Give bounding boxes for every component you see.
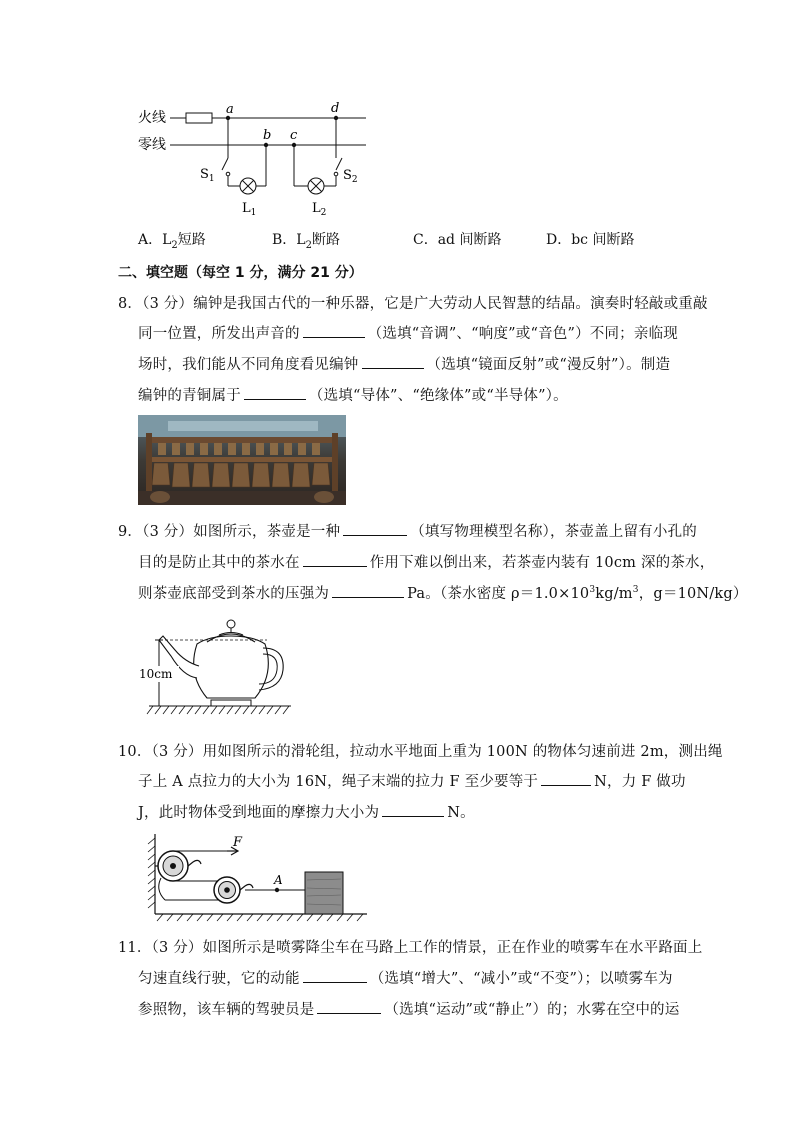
q11-line-1: 11．（3 分）如图所示是喷雾降尘车在马路上工作的情景，正在作业的喷雾车在水平路面上 — [118, 940, 703, 956]
answer-blank — [362, 354, 424, 369]
l1-label: $L_1$ — [242, 201, 257, 218]
q10-line-3: J，此时物体受到地面的摩擦力大小为 N。 — [138, 801, 475, 822]
s2-label: $S_2$ — [343, 168, 358, 185]
answer-blank — [332, 583, 404, 598]
pulley-figure — [145, 832, 370, 922]
switch-s2 — [336, 158, 342, 170]
q8-line-1: 8．（3 分）编钟是我国古代的一种乐器，它是广大劳动人民智慧的结晶。演奏时轻敲或重敲 — [118, 296, 708, 312]
answer-blank — [303, 552, 367, 567]
q11-line-2: 匀速直线行驶，它的动能 （选填“增大”、“减小”或“不变”）；以喷雾车为 — [138, 967, 673, 988]
answer-blank — [541, 771, 591, 786]
q10-line-2: 子上 A 点拉力的大小为 16N，绳子末端的拉力 F 至少要等于 N，力 F 做功 — [138, 770, 686, 791]
switch-s1 — [222, 158, 228, 170]
q9-line-2: 目的是防止其中的茶水在 作用下难以倒出来，若茶壶内装有 10cm 深的茶水， — [138, 551, 714, 572]
live-wire-label: 火线 — [138, 110, 166, 126]
q10-line-1: 10．（3 分）用如图所示的滑轮组，拉动水平地面上重为 100N 的物体匀速前进 2m，测出绳 — [118, 744, 723, 760]
option-d: D．bc 间断路 — [546, 232, 635, 248]
neutral-wire-label: 零线 — [138, 137, 166, 153]
section-title: 二、填空题（每空 1 分，满分 21 分） — [118, 265, 363, 281]
circuit-diagram — [130, 98, 380, 220]
point-b-label: b — [263, 128, 272, 143]
q9-line-1: 9．（3 分）如图所示，茶壶是一种 （填写物理模型名称），茶壶盖上留有小孔的 — [118, 520, 697, 541]
depth-label: 10cm — [139, 667, 173, 681]
answer-blank — [317, 999, 381, 1014]
answer-blank — [343, 521, 407, 536]
option-a: A．$L_2$短路 — [138, 232, 206, 251]
point-a-label: a — [226, 102, 234, 117]
point-c-label: c — [290, 128, 298, 143]
q8-line-3: 场时，我们能从不同角度看见编钟 （选填“镜面反射”或“漫反射”）。制造 — [138, 353, 670, 374]
q8-line-2: 同一位置，所发出声音的 （选填“音调”、“响度”或“音色”）不同；亲临现 — [138, 322, 678, 343]
force-f-label: F — [233, 835, 243, 850]
teapot-figure — [135, 614, 295, 722]
l2-label: $L_2$ — [312, 201, 327, 218]
s1-label: $S_1$ — [200, 167, 215, 184]
fuse — [186, 113, 212, 123]
option-c: C．ad 间断路 — [413, 232, 502, 248]
answer-blank — [303, 968, 367, 983]
point-d-label: d — [331, 101, 340, 116]
answer-blank — [382, 802, 444, 817]
q9-line-3: 则茶壶底部受到茶水的压强为 Pa。（茶水密度 $\rho=1.0\times 10^3kg/m^3$，g＝10N/kg） — [138, 582, 748, 603]
q11-line-3: 参照物，该车辆的驾驶员是 （选填“运动”或“静止”）的；水雾在空中的运 — [138, 998, 679, 1019]
point-a-label: A — [274, 873, 283, 887]
bianzhong-photo — [138, 415, 346, 505]
option-b: B．$L_2$断路 — [272, 232, 340, 251]
answer-blank — [244, 385, 306, 400]
answer-blank — [303, 323, 365, 338]
block-object — [305, 872, 343, 914]
q8-line-4: 编钟的青铜属于 （选填“导体”、“绝缘体”或“半导体”）。 — [138, 384, 568, 405]
